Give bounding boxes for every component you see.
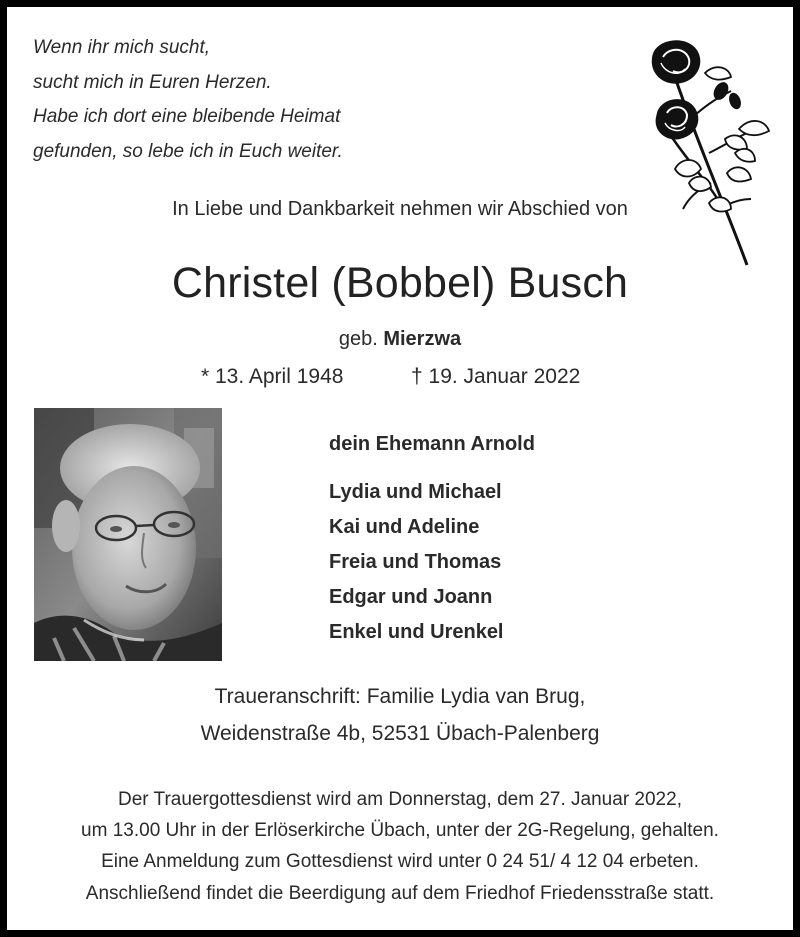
- maiden-name: Mierzwa: [383, 328, 462, 350]
- address-line-1: Traueranschrift: Familie Lydia van Brug,: [214, 685, 586, 708]
- poem-line: Habe ich dort eine bleibende Heimat: [33, 106, 341, 127]
- intro-text: In Liebe und Dankbarkeit nehmen wir Abschied von: [172, 198, 628, 220]
- poem: [33, 31, 343, 169]
- address-line-2: Weidenstraße 4b, 52531 Übach-Palenberg: [200, 722, 600, 745]
- family-member: Edgar und Joann: [329, 586, 493, 608]
- deceased-name: Christel (Bobbel) Busch: [171, 259, 629, 307]
- rose-icon: [639, 33, 771, 269]
- obituary-card: [7, 7, 793, 930]
- portrait-image: [34, 408, 222, 661]
- service-line: Anschließend findet die Beerdigung auf dem Friedhof Friedensstraße statt.: [85, 883, 715, 904]
- service-line: um 13.00 Uhr in der Erlöserkirche Übach, unter der 2G-Regelung, gehalten.: [81, 820, 719, 841]
- poem-line: gefunden, so lebe ich in Euch weiter.: [33, 140, 343, 162]
- service-line: Der Trauergottesdienst wird am Donnerstag, dem 27. Januar 2022,: [118, 789, 682, 810]
- service-line: Eine Anmeldung zum Gottesdienst wird unter 0 24 51/ 4 12 04 erbeten.: [101, 851, 699, 872]
- spouse-line: dein Ehemann Arnold: [329, 433, 535, 455]
- portrait-photo: [34, 408, 222, 661]
- family-member: Kai und Adeline: [329, 516, 480, 538]
- poem-line: Wenn ihr mich sucht,: [33, 37, 211, 58]
- family-member: Freia und Thomas: [329, 551, 502, 573]
- born-prefix: geb.: [338, 328, 378, 350]
- death-date: † 19. Januar 2022: [411, 365, 581, 388]
- family-member: Lydia und Michael: [329, 481, 502, 503]
- maiden-name-line: [7, 328, 793, 351]
- family-member: Enkel und Urenkel: [329, 621, 504, 643]
- poem-line: sucht mich in Euren Herzen.: [33, 71, 272, 93]
- birth-date: * 13. April 1948: [201, 365, 344, 388]
